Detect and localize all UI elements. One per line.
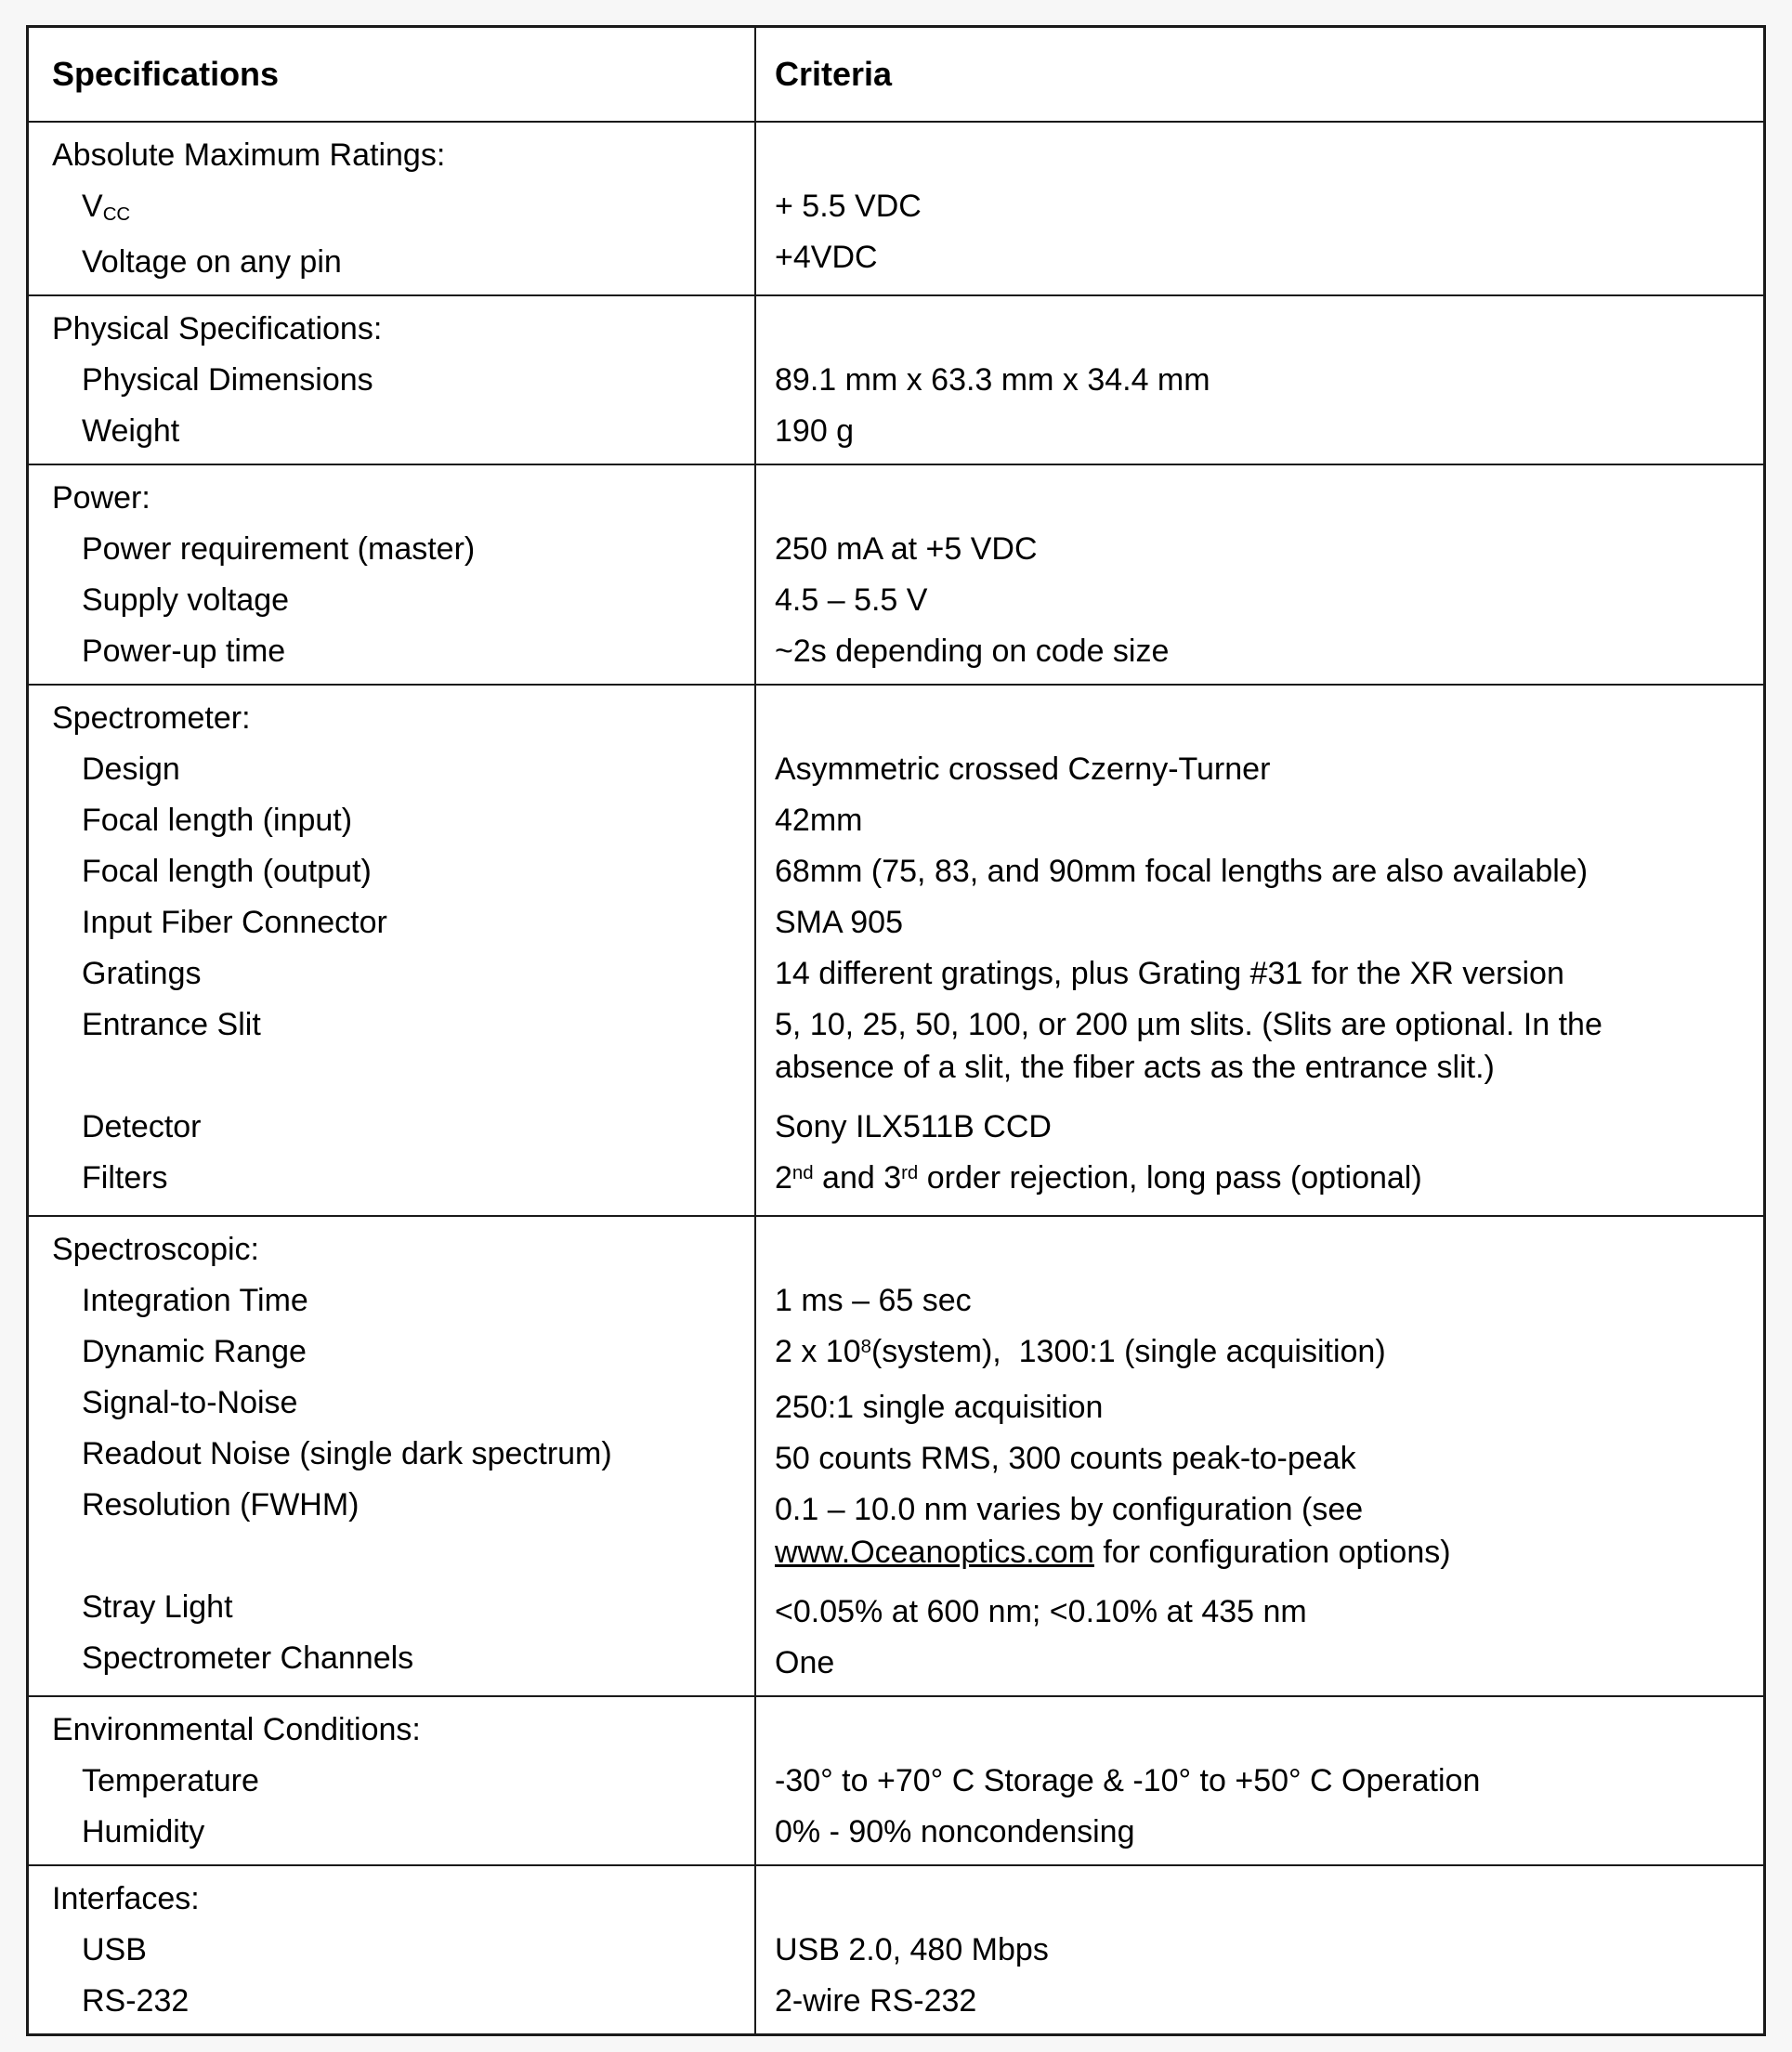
row-label-weight: Weight (82, 413, 180, 449)
row-value-supply-voltage: 4.5 – 5.5 V (775, 582, 928, 618)
row-value-entrance-slit (775, 1003, 1740, 1089)
section-title-spectroscopic: Spectroscopic: (52, 1232, 259, 1267)
section-environmental-conditions (29, 1695, 1763, 1864)
row-label-spectrometer-channels: Spectrometer Channels (82, 1640, 414, 1676)
section-title-spectrometer: Spectrometer: (52, 700, 251, 736)
spacer-line (52, 1054, 745, 1097)
spacer-line (52, 1535, 745, 1577)
row-label-dynamic-range: Dynamic Range (82, 1334, 307, 1369)
physical-labels-cell (29, 296, 756, 464)
row-label-voltage-any-pin: Voltage on any pin (82, 244, 342, 280)
spectrometer-labels-cell (29, 686, 756, 1215)
spectroscopic-values-cell (756, 1217, 1763, 1695)
row-value-weight: 190 g (775, 413, 855, 449)
row-value-temperature: -30° to +70° C Storage & -10° to +50° C Operation (775, 1763, 1481, 1798)
power-labels-cell (29, 465, 756, 684)
header-criteria-label: Criteria (775, 55, 893, 93)
section-title-physical: Physical Specifications: (52, 311, 383, 346)
environmental-values-cell (756, 1697, 1763, 1864)
row-label-powerup-time: Power-up time (82, 634, 286, 669)
text-segment: for configuration options) (1093, 1535, 1451, 1570)
interfaces-labels-cell (29, 1866, 756, 2033)
header-cell-specifications (29, 28, 756, 121)
row-value-focal-length-input: 42mm (775, 803, 863, 838)
row-value-signal-to-noise: 250:1 single acquisition (775, 1390, 1104, 1425)
section-spectrometer (29, 684, 1763, 1215)
header-cell-criteria (756, 28, 1763, 121)
row-label-detector: Detector (82, 1109, 202, 1144)
superscript-rd: rd (901, 1162, 919, 1183)
row-value-input-fiber-connector: SMA 905 (775, 905, 903, 940)
row-value-power-requirement: 250 mA at +5 VDC (775, 531, 1038, 567)
row-label-focal-length-input: Focal length (input) (82, 803, 353, 838)
row-label-supply-voltage: Supply voltage (82, 582, 290, 618)
section-title-power: Power: (52, 480, 150, 516)
row-label-humidity: Humidity (82, 1814, 205, 1849)
text-segment: 2 x 10 (775, 1334, 861, 1369)
text-segment: (system), 1300:1 (single acquisition) (870, 1334, 1386, 1369)
section-interfaces (29, 1864, 1763, 2033)
row-label-input-fiber-connector: Input Fiber Connector (82, 905, 387, 940)
row-value-filters (775, 1157, 1740, 1204)
header-specifications-label: Specifications (52, 55, 280, 93)
row-label-physical-dimensions: Physical Dimensions (82, 362, 373, 398)
row-label-gratings: Gratings (82, 956, 202, 991)
text-segment: absence of a slit, the fiber acts as the entrance slit.) (775, 1050, 1495, 1085)
row-value-stray-light: <0.05% at 600 nm; <0.10% at 435 nm (775, 1594, 1307, 1629)
amr-labels-cell (29, 123, 756, 294)
row-value-detector: Sony ILX511B CCD (775, 1109, 1052, 1144)
spacer-line (775, 134, 1740, 176)
row-value-dynamic-range (775, 1330, 1740, 1378)
row-label-vcc (52, 185, 745, 232)
row-label-integration-time: Integration Time (82, 1283, 308, 1318)
row-label-usb: USB (82, 1932, 147, 1967)
text-segment: 5, 10, 25, 50, 100, or 200 µm slits. (Slits are optional. In the (775, 1007, 1602, 1042)
section-power (29, 464, 1763, 684)
section-title-amr: Absolute Maximum Ratings: (52, 137, 446, 173)
vcc-subscript: CC (102, 203, 131, 225)
row-label-stray-light: Stray Light (82, 1589, 233, 1625)
spacer-line (775, 1228, 1740, 1271)
table-header-row (29, 28, 1763, 121)
vcc-symbol: V (82, 189, 103, 224)
row-value-humidity: 0% - 90% noncondensing (775, 1814, 1135, 1849)
spacer-line (775, 1877, 1740, 1920)
row-label-rs232: RS-232 (82, 1983, 190, 2019)
row-label-signal-to-noise: Signal-to-Noise (82, 1385, 298, 1420)
section-absolute-maximum-ratings (29, 121, 1763, 294)
spacer-line (775, 477, 1740, 519)
row-value-readout-noise: 50 counts RMS, 300 counts peak-to-peak (775, 1441, 1356, 1476)
section-spectroscopic (29, 1215, 1763, 1695)
row-value-focal-length-output: 68mm (75, 83, and 90mm focal lengths are also available) (775, 854, 1589, 889)
spacer-line (775, 697, 1740, 739)
row-label-readout-noise: Readout Noise (single dark spectrum) (82, 1436, 612, 1471)
row-label-resolution-fwhm: Resolution (FWHM) (82, 1487, 360, 1523)
oceanoptics-link[interactable]: www.Oceanoptics.com (775, 1535, 1094, 1570)
row-label-power-requirement: Power requirement (master) (82, 531, 476, 567)
section-title-environmental: Environmental Conditions: (52, 1712, 421, 1747)
text-segment: order rejection, long pass (optional) (918, 1160, 1422, 1196)
row-value-usb: USB 2.0, 480 Mbps (775, 1932, 1049, 1967)
row-label-entrance-slit: Entrance Slit (82, 1007, 261, 1042)
text-segment: 2 (775, 1160, 792, 1196)
row-label-filters: Filters (82, 1160, 168, 1196)
environmental-labels-cell (29, 1697, 756, 1864)
row-value-physical-dimensions: 89.1 mm x 63.3 mm x 34.4 mm (775, 362, 1210, 398)
row-value-voltage-any-pin: +4VDC (775, 240, 878, 275)
row-value-design: Asymmetric crossed Czerny-Turner (775, 752, 1271, 787)
power-values-cell (756, 465, 1763, 684)
physical-values-cell (756, 296, 1763, 464)
row-label-focal-length-output: Focal length (output) (82, 854, 372, 889)
row-value-integration-time: 1 ms – 65 sec (775, 1283, 972, 1318)
section-physical-specifications (29, 294, 1763, 464)
spectrometer-values-cell (756, 686, 1763, 1215)
interfaces-values-cell (756, 1866, 1763, 2033)
row-label-temperature: Temperature (82, 1763, 259, 1798)
spacer-line (775, 307, 1740, 350)
row-value-resolution-fwhm (775, 1488, 1740, 1574)
row-value-gratings: 14 different gratings, plus Grating #31 for the XR version (775, 956, 1564, 991)
superscript-nd: nd (791, 1162, 814, 1183)
row-value-spectrometer-channels: One (775, 1645, 835, 1680)
section-title-interfaces: Interfaces: (52, 1881, 200, 1916)
row-value-vcc: + 5.5 VDC (775, 189, 922, 224)
superscript-8: 8 (860, 1336, 871, 1357)
row-value-rs232: 2-wire RS-232 (775, 1983, 977, 2019)
spectroscopic-labels-cell (29, 1217, 756, 1695)
row-value-powerup-time: ~2s depending on code size (775, 634, 1170, 669)
text-segment: 0.1 – 10.0 nm varies by configuration (see (775, 1492, 1364, 1527)
spacer-line (775, 1708, 1740, 1751)
text-segment: and 3 (813, 1160, 902, 1196)
specifications-table (26, 25, 1766, 2036)
amr-values-cell (756, 123, 1763, 294)
row-label-design: Design (82, 752, 180, 787)
